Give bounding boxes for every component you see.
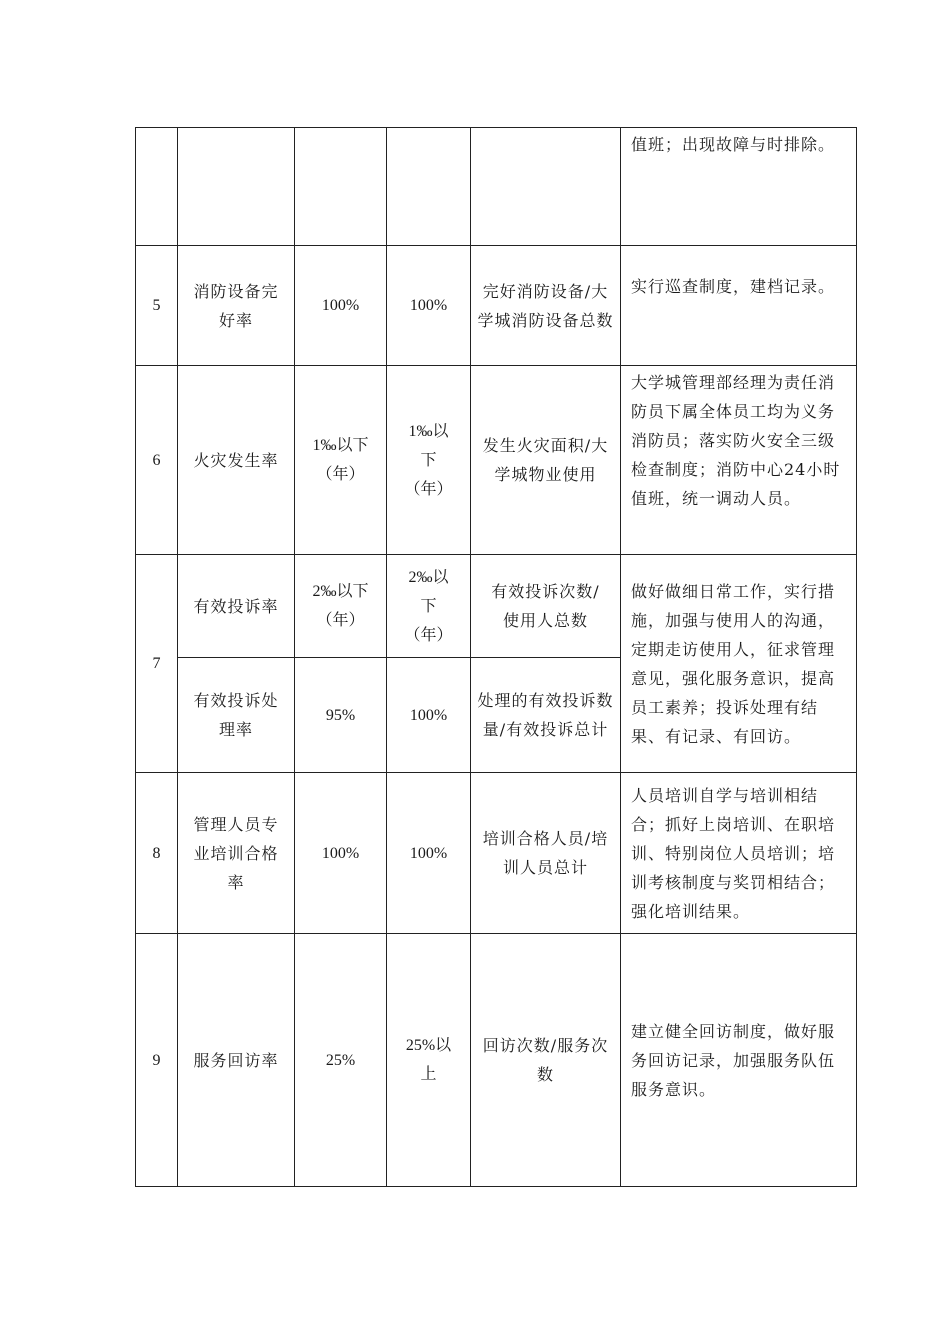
cell-target	[387, 555, 471, 658]
cell-measure: 值班；出现故障与时排除。	[621, 128, 857, 246]
cell-no: 7	[136, 555, 178, 773]
cell-target: 100%	[387, 773, 471, 934]
table-row	[136, 555, 857, 658]
target-line: 2‰以	[408, 568, 449, 586]
cell-standard	[295, 555, 387, 658]
cell-no	[136, 128, 178, 246]
standard-line: 2‰以下	[312, 583, 369, 600]
row-name: 消防设备完好率	[193, 281, 279, 330]
target-line: 下	[420, 451, 437, 469]
cell-standard	[295, 128, 387, 246]
cell-formula	[471, 128, 621, 246]
cell-name: 火灾发生率	[178, 366, 295, 555]
cell-formula: 有效投诉次数/使用人总数	[471, 555, 621, 658]
cell-standard: 100%	[295, 246, 387, 366]
cell-no: 5	[136, 246, 178, 366]
cell-formula: 处理的有效投诉数量/有效投诉总计	[471, 658, 621, 773]
table-row	[136, 934, 857, 1187]
cell-target: 100%	[387, 246, 471, 366]
target-line: （年）	[404, 480, 453, 498]
cell-formula: 发生火灾面积/大学城物业使用	[471, 366, 621, 555]
cell-target	[387, 128, 471, 246]
table-row	[136, 773, 857, 934]
cell-measure: 人员培训自学与培训相结合；抓好上岗培训、在职培训、特别岗位人员培训；培训考核制度与奖罚相结合；强化培训结果。	[621, 773, 857, 934]
target-line: 1‰以	[408, 422, 449, 440]
table-row	[136, 366, 857, 555]
cell-formula: 培训合格人员/培训人员总计	[471, 773, 621, 934]
cell-no: 8	[136, 773, 178, 934]
cell-standard: 100%	[295, 773, 387, 934]
cell-measure: 建立健全回访制度，做好服务回访记录，加强服务队伍服务意识。	[621, 934, 857, 1187]
table-row	[136, 246, 857, 366]
target-line: （年）	[404, 626, 453, 644]
cell-formula: 回访次数/服务次数	[471, 934, 621, 1187]
standard-line: （年）	[316, 612, 365, 629]
cell-no: 6	[136, 366, 178, 555]
cell-no: 9	[136, 934, 178, 1187]
cell-measure: 实行巡查制度，建档记录。	[621, 246, 857, 366]
standard-line: 1‰以下	[312, 437, 369, 454]
cell-name: 有效投诉率	[178, 555, 295, 658]
target-line: 上	[420, 1066, 437, 1083]
cell-standard: 25%	[295, 934, 387, 1187]
cell-formula: 完好消防设备/大学城消防设备总数	[471, 246, 621, 366]
standards-table	[135, 127, 857, 1187]
standard-line: （年）	[316, 466, 365, 483]
target-line: 下	[420, 597, 437, 615]
cell-measure: 大学城管理部经理为责任消防员下属全体员工均为义务消防员；落实防火安全三级检查制度；消防中心24小时值班，统一调动人员。	[621, 366, 857, 555]
cell-name: 服务回访率	[178, 934, 295, 1187]
cell-target: 100%	[387, 658, 471, 773]
cell-measure: 做好做细日常工作，实行措施，加强与使用人的沟通，定期走访使用人，征求管理意见，强化服务意识，提高员工素养；投诉处理有结果、有记录、有回访。	[621, 555, 857, 773]
cell-standard: 95%	[295, 658, 387, 773]
cell-name: 有效投诉处理率	[178, 658, 295, 773]
table-row	[136, 128, 857, 246]
cell-name	[178, 128, 295, 246]
cell-standard	[295, 366, 387, 555]
cell-target	[387, 366, 471, 555]
cell-name: 管理人员专业培训合格率	[178, 773, 295, 934]
cell-target	[387, 934, 471, 1187]
target-line: 25%以	[405, 1037, 452, 1054]
cell-name	[178, 246, 295, 366]
